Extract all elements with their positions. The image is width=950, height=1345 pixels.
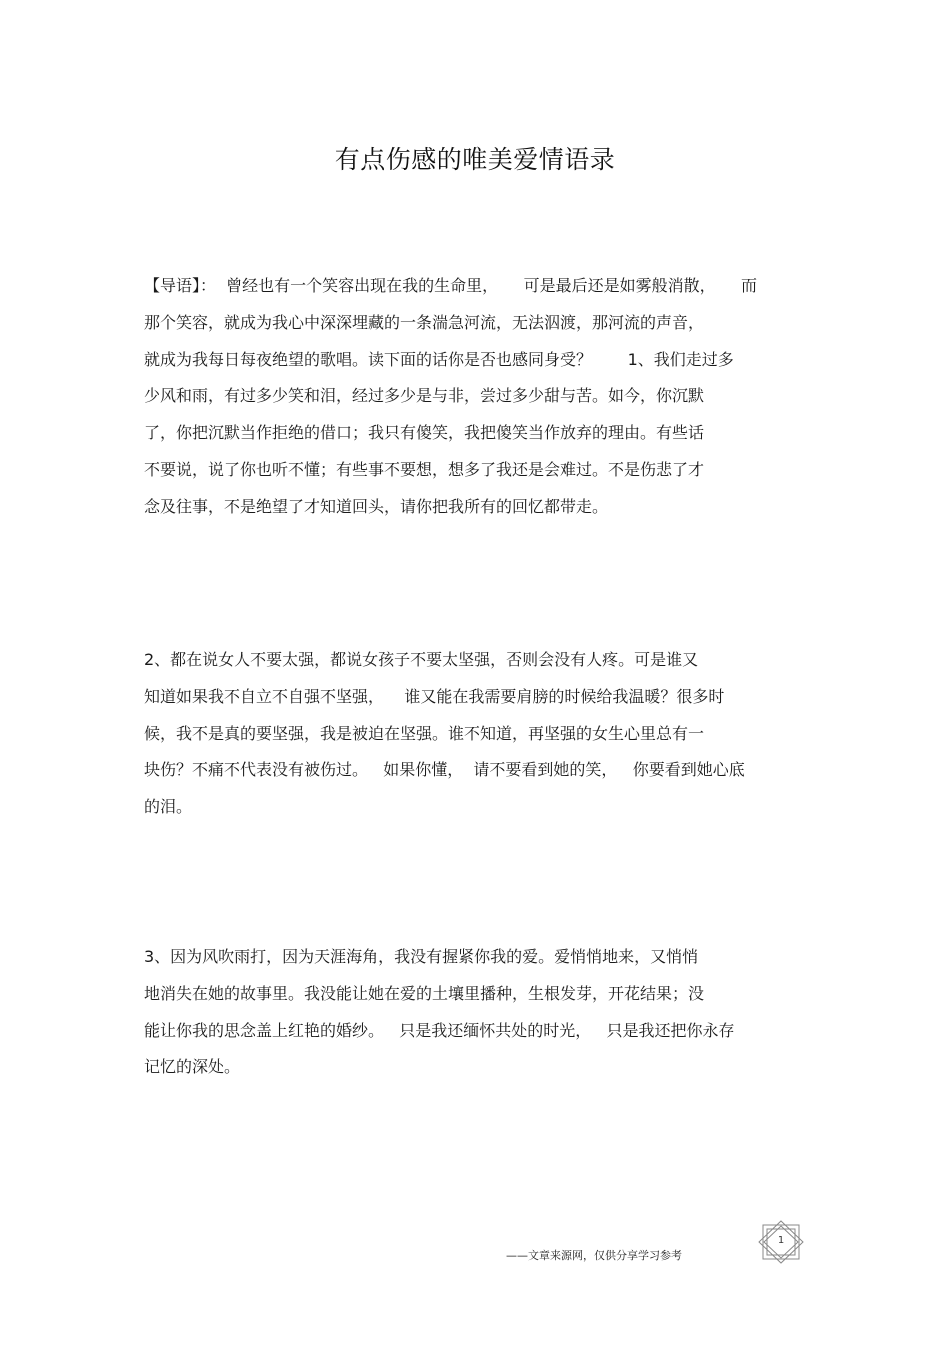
page-number-badge xyxy=(757,1220,805,1264)
page-title: 有点伤感的唯美爱情语录 xyxy=(334,145,616,174)
paragraph-line: 2、都在说女人不要太强，都说女孩子不要太坚强，否则会没有人疼。可是谁又 xyxy=(144,650,699,669)
paragraph-line: 念及往事，不是绝望了才知道回头，请你把我所有的回忆都带走。 xyxy=(144,496,609,516)
paragraph-line: 块伤？不痛不代表没有被伤过。 如果你懂， 请不要看到她的笑， 你要看到她心底 xyxy=(144,760,745,780)
paragraph-line: 3、因为风吹雨打，因为天涯海角，我没有握紧你我的爱。爱悄悄地来，又悄悄 xyxy=(144,947,699,966)
paragraph-intro xyxy=(144,268,824,526)
paragraph-line: 了，你把沉默当作拒绝的借口；我只有傻笑，我把傻笑当作放弃的理由。有些话 xyxy=(144,423,705,443)
paragraph-line: 地消失在她的故事里。我没能让她在爱的土壤里播种，生根发芽，开花结果；没 xyxy=(144,983,705,1003)
paragraph-line: 知道如果我不自立不自强不坚强， 谁又能在我需要肩膀的时候给我温暖？很多时 xyxy=(144,686,725,706)
paragraph-line: 记忆的深处。 xyxy=(144,1057,241,1077)
paragraph-line: 的泪。 xyxy=(144,797,193,817)
paragraph-line: 能让你我的思念盖上红艳的婚纱。 只是我还缅怀共处的时光， 只是我还把你永存 xyxy=(144,1020,735,1040)
paragraph-line: 不要说，说了你也听不懂；有些事不要想，想多了我还是会难过。不是伤悲了才 xyxy=(144,459,705,479)
paragraph-line: 就成为我每日每夜绝望的歌唱。读下面的话你是否也感同身受？ 1、我们走过多 xyxy=(144,349,734,369)
paragraph-line: 那个笑容，就成为我心中深深埋藏的一条湍急河流，无法泅渡，那河流的声音， xyxy=(144,312,705,332)
footer-source-note: ——文章来源网，仅供分享学习参考 xyxy=(506,1249,682,1262)
paragraph-3 xyxy=(144,939,824,1086)
page-number: 1 xyxy=(777,1235,785,1246)
paragraph-2 xyxy=(144,642,824,826)
paragraph-line: 【导语】： 曾经也有一个笑容出现在我的生命里， 可是最后还是如雾般消散， 而 xyxy=(144,276,758,295)
paragraph-line: 候，我不是真的要坚强，我是被迫在坚强。谁不知道，再坚强的女生心里总有一 xyxy=(144,723,705,743)
paragraph-line: 少风和雨，有过多少笑和泪，经过多少是与非，尝过多少甜与苦。如今，你沉默 xyxy=(144,386,705,406)
